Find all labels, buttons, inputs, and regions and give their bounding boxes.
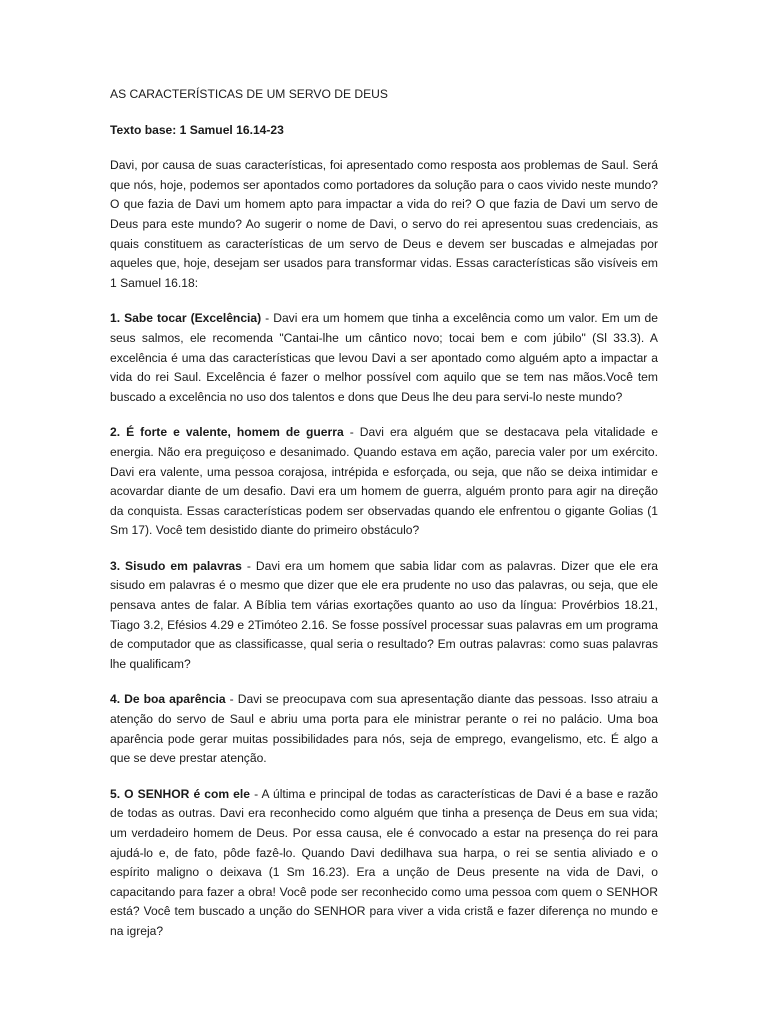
characteristic-body: - Davi era um homem que tinha a excelência como um valor. Em um de seus salmos, ele recomenda "Cantai-lhe um cântico novo; tocai bem e com júbilo" (Sl 33.3). A excelência é uma das características que levou Davi a ser apontado como alguém apto a impactar a vida do rei Saul. Excelência é fazer o melhor possível com aquilo que se tem nas mãos.Você tem buscado a excelência no uso dos talentos e dons que Deus lhe deu para servi-lo neste mundo?: [110, 311, 659, 404]
characteristic-body: - Davi se preocupava com sua apresentação diante das pessoas. Isso atraiu a atenção do servo de Saul e abriu uma porta para ele ministrar perante o rei no palácio. Uma boa aparência pode gerar muitas possibilidades para nós, seja de emprego, evangelismo, etc. É algo a que se deve prestar atenção.: [110, 692, 658, 766]
base-text-label: Texto base: 1 Samuel 16.14-23: [110, 122, 284, 137]
characteristic-heading: 3. Sisudo em palavras: [110, 558, 242, 573]
document-body: [110, 85, 658, 958]
characteristic-item-2: [110, 423, 658, 541]
intro-paragraph: Davi, por causa de suas características, foi apresentado como resposta aos problemas de Saul. Será que nós, hoje, podemos ser apontados como portadores da solução para o caos vivido neste mundo? O que fazia de Davi um homem apto para impactar a vida do rei? O que fazia de Davi um servo de Deus para este mundo? Ao sugerir o nome de Davi, o servo do rei apresentou suas credenciais, as quais constituem as características de um servo de Deus e devem ser buscadas e almejadas por aqueles que, hoje, desejam ser usados para transformar vidas. Essas características são visíveis em 1 Samuel 16.18:: [110, 158, 658, 290]
characteristic-item-3: [110, 557, 658, 675]
characteristic-heading: 5. O SENHOR é com ele: [110, 786, 250, 801]
characteristic-body: - A última e principal de todas as características de Davi é a base e razão de todas as outras. Davi era reconhecido como alguém que tinha a presença de Deus em sua vida; um verdadeiro homem de Deus. Por essa causa, ele é convocado a estar na presença do rei para ajudá-lo e, de fato, pôde fazê-lo. Quando Davi dedilhava sua harpa, o rei se sentia aliviado e o espírito maligno o deixava (1 Sm 16.23). Era a unção de Deus presente na vida de Davi, o capacitando para fazer a obra! Você pode ser reconhecido como uma pessoa com quem o SENHOR está? Você tem buscado a unção do SENHOR para viver a vida cristã e fazer diferença no mundo e na igreja?: [110, 786, 658, 938]
characteristic-heading: 1. Sabe tocar (Excelência): [110, 311, 262, 326]
characteristic-body: - Davi era alguém que se destacava pela vitalidade e energia. Não era preguiçoso e desanimado. Quando estava em ação, parecia valer por um exército. Davi era valente, uma pessoa corajosa, intrépida e esforçada, ou seja, que não se deixa intimidar e acovardar diante de um desafio. Davi era um homem de guerra, alguém pronto para agir na direção da conquista. Essas características podem ser observadas quando ele enfrentou o gigante Golias (1 Sm 17). Você tem desistido diante do primeiro obstáculo?: [110, 425, 658, 538]
characteristic-heading: 2. É forte e valente, homem de guerra: [110, 425, 344, 440]
characteristic-heading: 4. De boa aparência: [110, 692, 226, 707]
characteristic-body: - Davi era um homem que sabia lidar com as palavras. Dizer que ele era sisudo em palavras é o mesmo que dizer que ele era prudente no uso das palavras, ou seja, que ele pensava antes de falar. A Bíblia tem várias exortações quanto ao uso da língua: Provérbios 18.21, Tiago 3.2, Efésios 4.29 e 2Timóteo 2.16. Se fosse possível processar suas palavras em um programa de computador que as classificasse, qual seria o resultado? Em outras palavras: como suas palavras lhe qualificam?: [110, 558, 658, 671]
characteristic-item-5: [110, 785, 658, 942]
characteristic-item-1: [110, 309, 658, 407]
document-title: AS CARACTERÍSTICAS DE UM SERVO DE DEUS: [110, 87, 388, 101]
base-text-reference: [110, 121, 658, 141]
characteristic-item-4: [110, 690, 658, 768]
